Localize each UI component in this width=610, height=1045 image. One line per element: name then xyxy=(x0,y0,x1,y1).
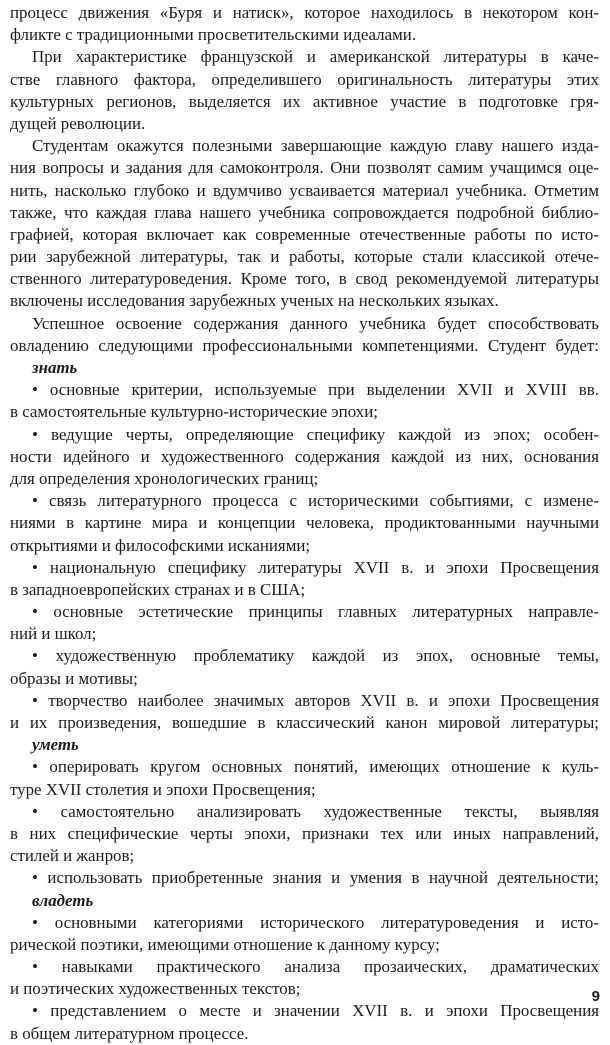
section-heading: владеть xyxy=(32,890,94,910)
text-line: • основными категориями исторического литературоведения и исто- xyxy=(32,912,599,932)
body-text xyxy=(10,2,599,1045)
text-line: в самостоятельные культурно-исторические эпохи; xyxy=(10,402,378,422)
text-line: • навыками практического анализа прозаических, драматических xyxy=(32,957,599,977)
text-line: ния вопросы и задания для самоконтроля. Они позволят самим учащимся оце- xyxy=(10,158,599,178)
section-heading: знать xyxy=(32,358,78,377)
text-line: стве главного фактора, определившего оригинальность литературы этих xyxy=(10,69,599,89)
text-line: овладению следующими профессиональными компетенциями. Студент будет: xyxy=(10,335,599,355)
text-line: в общем литературном процессе. xyxy=(10,1023,249,1043)
text-line: • самостоятельно анализировать художественные тексты, выявляя xyxy=(32,801,599,821)
text-line: и поэтических художественных текстов; xyxy=(10,979,301,999)
text-line: в них специфические черты эпохи, признаки тех или иных направлений, xyxy=(10,823,599,843)
text-line: • оперировать кругом основных понятий, имеющих отношение к куль- xyxy=(32,757,599,777)
text-line: • основные эстетические принципы главных литературных направле- xyxy=(32,602,599,622)
text-line: рии зарубежной литературы, так и работы, которые стали классикой отече- xyxy=(10,247,599,267)
text-line: • связь литературного процесса с историческими событиями, с измене- xyxy=(32,491,599,511)
text-line: включены исследования зарубежных ученых на нескольких языках. xyxy=(10,291,499,311)
text-line: рической поэтики, имеющими отношение к данному курсу; xyxy=(10,934,440,954)
text-line: • использовать приобретенные знания и умения в научной деятельности; xyxy=(32,868,599,888)
text-line: ственного литературоведения. Кроме того, в свод рекомендуемой литературы xyxy=(10,269,599,289)
text-line: • национальную специфику литературы XVII в. и эпохи Просвещения xyxy=(32,557,599,577)
text-line: • представлением о месте и значении XVII в. и эпохи Просвещения xyxy=(32,1001,599,1021)
section-heading: уметь xyxy=(32,735,79,755)
text-line: стилей и жанров; xyxy=(10,846,135,866)
text-line: При характеристике французской и американской литературы в каче- xyxy=(32,47,599,67)
text-line: Успешное освоение содержания данного учебника будет способствовать xyxy=(32,313,599,333)
page-number: 9 xyxy=(591,988,600,1005)
text-line: ниями в картине мира и концепции человека, продиктованными научными xyxy=(10,513,599,533)
text-line: • ведущие черты, определяющие специфику каждой из эпох; особен- xyxy=(32,424,599,444)
text-line: открытиями и философскими исканиями; xyxy=(10,535,311,555)
text-line: фликте с традиционными просветительскими идеалами. xyxy=(10,25,417,45)
text-line: процесс движения «Буря и натиск», которое находилось в некотором кон- xyxy=(10,3,599,22)
text-line: ности идейного и художественного содержания каждой из них, основания xyxy=(10,446,599,466)
text-line: для определения хронологических границ; xyxy=(10,468,319,488)
text-line: • художественную проблематику каждой из эпох, основные темы, xyxy=(32,646,599,666)
text-line: ний и школ; xyxy=(10,624,97,644)
text-line: также, что каждая глава нашего учебника сопровождается подробной библио- xyxy=(10,202,599,222)
text-line: и их произведения, вошедшие в классический канон мировой литературы; xyxy=(10,713,599,732)
text-line: в западноевропейских странах и в США; xyxy=(10,579,306,599)
text-line: • основные критерии, используемые при выделении XVII и XVIII вв. xyxy=(32,380,599,400)
text-line: образы и мотивы; xyxy=(10,668,138,688)
text-line: графией, которая включает как современные отечественные работы по исто- xyxy=(10,224,599,244)
text-line: • творчество наиболее значимых авторов XVII в. и эпохи Просвещения xyxy=(32,690,599,710)
text-line: нить, насколько глубоко и вдумчиво усваивается материал учебника. Отметим xyxy=(10,180,599,200)
text-line: дущей революции. xyxy=(10,113,146,133)
text-line: туре XVII столетия и эпохи Просвещения; xyxy=(10,779,316,799)
text-line: Студентам окажутся полезными завершающие каждую главу нашего изда- xyxy=(32,136,599,156)
text-line: культурных регионов, выделяется их активное участие в подготовке гря- xyxy=(10,91,599,111)
